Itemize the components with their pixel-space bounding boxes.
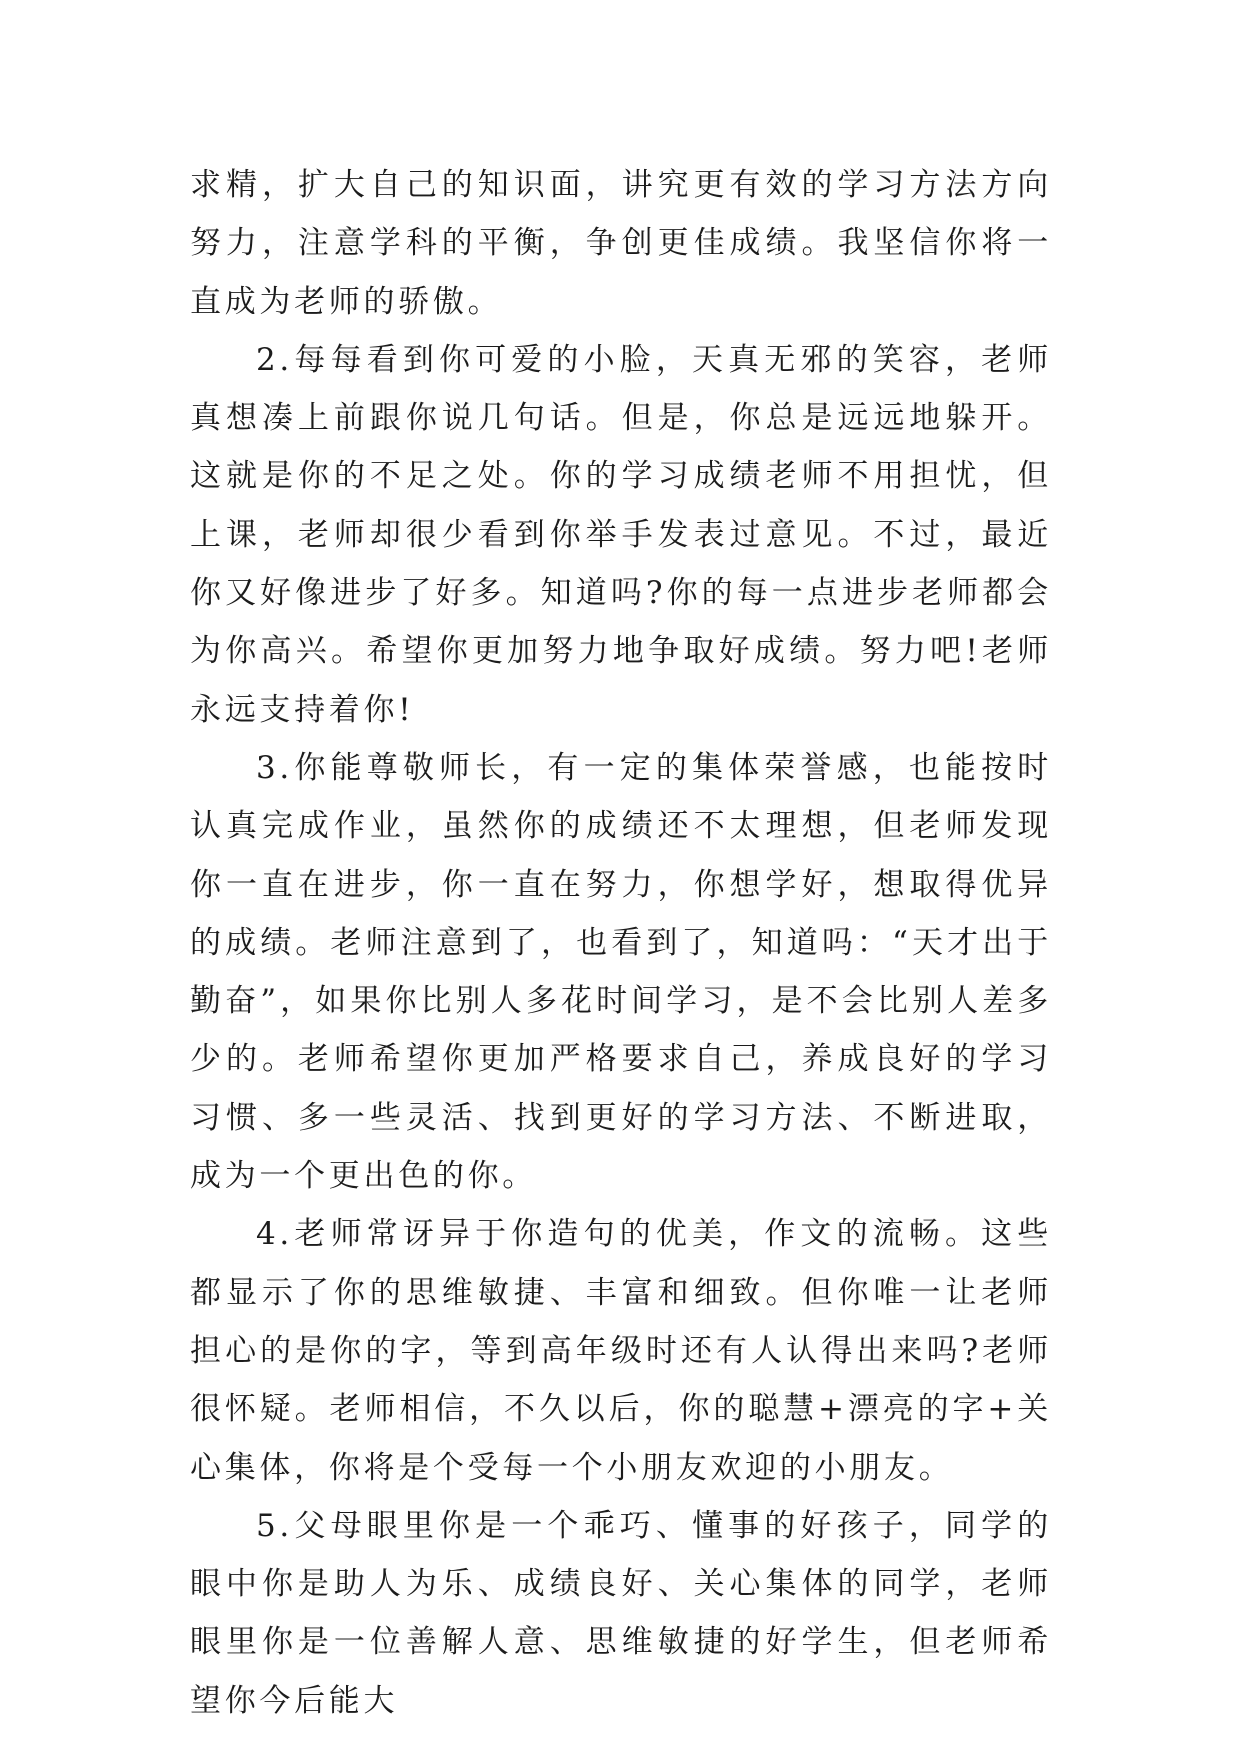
paragraph-item-2: 2.每每看到你可爱的小脸，天真无邪的笑容，老师真想凑上前跟你说几句话。但是，你总是远远地躲开。这就是你的不足之处。你的学习成绩老师不用担忧，但上课，老师却很少看到你举手发表过意见。不过，最近你又好像进步了好多。知道吗?你的每一点进步老师都会为你高兴。希望你更加努力地争取好成绩。努力吧!老师永远支持着你! [190,341,1052,728]
paragraph-item-4: 4.老师常讶异于你造句的优美，作文的流畅。这些都显示了你的思维敏捷、丰富和细致。但你唯一让老师担心的是你的字，等到高年级时还有人认得出来吗?老师很怀疑。老师相信，不久以后，你的聪慧+漂亮的字+关心集体，你将是个受每一个小朋友欢迎的小朋友。 [190,1216,1052,1486]
document-body [190,156,1052,1730]
paragraph-continuation: 求精，扩大自己的知识面，讲究更有效的学习方法方向努力，注意学科的平衡，争创更佳成绩。我坚信你将一直成为老师的骄傲。 [190,167,1052,320]
paragraph-item-5: 5.父母眼里你是一个乖巧、懂事的好孩子，同学的眼中你是助人为乐、成绩良好、关心集体的同学，老师眼里你是一位善解人意、思维敏捷的好学生，但老师希望你今后能大 [190,1507,1052,1719]
paragraph-item-3: 3.你能尊敬师长，有一定的集体荣誉感，也能按时认真完成作业，虽然你的成绩还不太理想，但老师发现你一直在进步，你一直在努力，你想学好，想取得优异的成绩。老师注意到了，也看到了，知道吗：“天才出于勤奋”，如果你比别人多花时间学习，是不会比别人差多少的。老师希望你更加严格要求自己，养成良好的学习习惯、多一些灵活、找到更好的学习方法、不断进取，成为一个更出色的你。 [190,749,1052,1195]
